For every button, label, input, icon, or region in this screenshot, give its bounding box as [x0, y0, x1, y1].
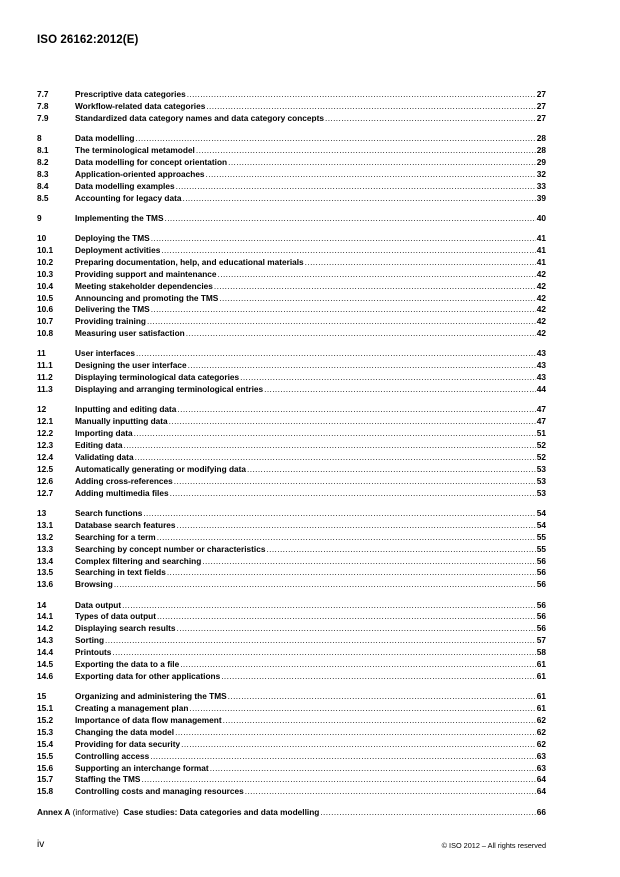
toc-entry-title: Designing the user interface	[75, 360, 187, 371]
toc-entry[interactable]	[37, 488, 546, 500]
toc-entry-page: 56	[536, 579, 546, 590]
toc-entry-title: Providing training	[75, 316, 146, 327]
toc-entry-number: 14.6	[37, 670, 54, 681]
dot-leader	[136, 348, 536, 360]
toc-entry-page: 47	[536, 416, 546, 427]
toc-entry[interactable]	[37, 763, 546, 775]
toc-entry-number: 15.2	[37, 714, 54, 725]
toc-entry-number: 13.1	[37, 519, 54, 530]
toc-entry[interactable]	[37, 233, 546, 245]
toc-entry[interactable]	[37, 600, 546, 612]
dot-leader	[123, 440, 535, 452]
toc-entry[interactable]	[37, 691, 546, 703]
document-header: ISO 26162:2012(E)	[37, 34, 139, 46]
toc-entry-title: Validating data	[75, 452, 134, 462]
toc-entry-number: 13.2	[37, 531, 54, 542]
toc-section-group	[37, 691, 546, 798]
toc-entry-title: Providing support and maintenance	[75, 268, 217, 279]
toc-entry-number: 14.4	[37, 647, 54, 658]
toc-entry[interactable]	[37, 113, 546, 125]
toc-entry-number: 8	[37, 133, 42, 144]
toc-entry-title: Adding cross-references	[75, 475, 173, 486]
toc-entry-title: Editing data	[75, 440, 123, 451]
toc-entry[interactable]	[37, 281, 546, 293]
toc-annex-page: 66	[536, 806, 546, 817]
toc-entry-title: Displaying search results	[75, 623, 176, 634]
toc-entry-number: 13.4	[37, 555, 54, 566]
toc-entry[interactable]	[37, 89, 546, 101]
toc-entry-number: 9	[37, 212, 42, 223]
toc-entry-page: 42	[536, 328, 546, 339]
toc-entry-title: Implementing the TMS	[75, 212, 164, 223]
toc-entry[interactable]	[37, 611, 546, 623]
dot-leader	[165, 213, 536, 225]
toc-entry-title: Application-oriented approaches	[75, 168, 205, 179]
toc-entry[interactable]	[37, 520, 546, 532]
toc-entry-title: Controlling costs and managing resources	[75, 786, 244, 797]
toc-entry-title: User interfaces	[75, 348, 135, 359]
toc-entry-page: 41	[536, 244, 546, 255]
toc-entry-number: 14.5	[37, 659, 54, 670]
toc-entry-page: 54	[536, 507, 546, 518]
dot-leader	[157, 532, 536, 544]
toc-entry-page: 42	[536, 316, 546, 327]
toc-entry[interactable]	[37, 659, 546, 671]
toc-entry[interactable]	[37, 739, 546, 751]
dot-leader	[240, 372, 536, 384]
toc-entry[interactable]	[37, 316, 546, 328]
toc-entry-number: 15.7	[37, 774, 54, 785]
toc-entry-page: 27	[536, 89, 546, 99]
toc-entry-page: 42	[536, 280, 546, 291]
dot-leader	[202, 556, 535, 568]
toc-section-group	[37, 348, 546, 396]
toc-entry-page: 55	[536, 543, 546, 554]
dot-leader	[210, 763, 536, 775]
toc-entry[interactable]	[37, 476, 546, 488]
toc-entry-page: 56	[536, 555, 546, 566]
toc-entry-number: 10.7	[37, 316, 54, 327]
dot-leader	[147, 316, 536, 328]
toc-entry-title: Displaying terminological data categories	[75, 372, 240, 383]
toc-annex-title	[37, 807, 319, 819]
dot-leader	[174, 476, 536, 488]
toc-entry-title: Delivering the TMS	[75, 304, 150, 315]
toc-entry[interactable]	[37, 774, 546, 786]
dot-leader	[218, 269, 536, 281]
page-number: iv	[37, 839, 45, 850]
toc-entry-number: 13.6	[37, 579, 54, 590]
dot-leader	[206, 169, 536, 181]
toc-entry[interactable]	[37, 452, 546, 464]
toc-entry-page: 27	[536, 112, 546, 123]
toc-entry-number: 12.7	[37, 487, 54, 498]
toc-entry-page: 63	[536, 762, 546, 773]
toc-entry[interactable]	[37, 257, 546, 269]
toc-entry[interactable]	[37, 169, 546, 181]
toc-entry-title: Staffing the TMS	[75, 774, 141, 785]
toc-entry-title: Inputting and editing data	[75, 404, 177, 415]
toc-entry-page: 40	[536, 212, 546, 223]
toc-entry-title: Controlling access	[75, 750, 150, 761]
toc-entry-page: 64	[536, 786, 546, 797]
toc-entry[interactable]	[37, 133, 546, 145]
toc-section-group	[37, 133, 546, 204]
toc-entry-title: Preparing documentation, help, and educational materials	[75, 256, 304, 267]
dot-leader	[180, 659, 536, 671]
toc-entry-title: Searching in text fields	[75, 567, 166, 578]
dot-leader	[186, 328, 536, 340]
dot-leader	[264, 384, 536, 396]
toc-entry[interactable]	[37, 157, 546, 169]
toc-entry-page: 51	[536, 428, 546, 439]
toc-entry-title: Data modelling for concept orientation	[75, 156, 228, 167]
dot-leader	[219, 293, 535, 305]
toc-entry-title: Providing for data security	[75, 738, 181, 749]
toc-entry-title: Deployment activities	[75, 244, 161, 255]
toc-entry[interactable]	[37, 304, 546, 316]
toc-entry[interactable]	[37, 360, 546, 372]
toc-entry[interactable]	[37, 786, 546, 798]
dot-leader	[177, 520, 536, 532]
toc-entry-page: 62	[536, 738, 546, 749]
toc-entry[interactable]	[37, 269, 546, 281]
toc-entry[interactable]	[37, 428, 546, 440]
toc-entry-number: 15.3	[37, 726, 54, 737]
dot-leader	[181, 739, 536, 751]
toc-entry-page: 56	[536, 599, 546, 610]
toc-entry-title: Importance of data flow management	[75, 714, 222, 725]
dot-leader	[187, 89, 536, 101]
dot-leader	[157, 611, 536, 623]
toc-entry[interactable]	[37, 635, 546, 647]
toc-entry-page: 41	[536, 256, 546, 267]
toc-entry-page: 56	[536, 611, 546, 622]
toc-entry[interactable]	[37, 181, 546, 193]
dot-leader	[320, 807, 535, 819]
toc-entry-title: Creating a management plan	[75, 703, 189, 714]
toc-entry-number: 12.4	[37, 452, 54, 462]
toc-section-group	[37, 89, 546, 125]
toc-entry-number: 11.3	[37, 384, 53, 395]
dot-leader	[122, 600, 536, 612]
toc-entry-number: 7.9	[37, 112, 49, 123]
dot-leader	[135, 133, 535, 145]
dot-leader	[135, 452, 536, 464]
dot-leader	[105, 635, 536, 647]
dot-leader	[134, 428, 536, 440]
toc-entry-number: 15.8	[37, 786, 54, 797]
toc-entry-number: 8.1	[37, 144, 49, 155]
toc-entry-page: 58	[536, 647, 546, 658]
toc-entry-number: 15.6	[37, 762, 54, 773]
toc-entry-number: 8.4	[37, 180, 49, 191]
dot-leader	[228, 157, 536, 169]
dot-leader	[151, 304, 536, 316]
toc-entry-number: 13.5	[37, 567, 54, 578]
toc-entry-page: 57	[536, 635, 546, 646]
toc-entry-title: Searching by concept number or characteristics	[75, 543, 266, 554]
toc-section-group	[37, 213, 546, 225]
toc-entry-number: 7.8	[37, 100, 49, 111]
toc-entry-title: Standardized data category names and data category concepts	[75, 112, 324, 123]
toc-entry-title: Displaying and arranging terminological entries	[75, 384, 264, 395]
toc-entry-title: Meeting stakeholder dependencies	[75, 280, 213, 291]
toc-entry-title: Data modelling examples	[75, 180, 175, 191]
dot-leader	[151, 233, 536, 245]
toc-entry-page: 62	[536, 714, 546, 725]
dot-leader	[196, 145, 536, 157]
toc-entry[interactable]	[37, 715, 546, 727]
toc-entry-number: 11	[37, 348, 46, 359]
toc-entry-number: 11.2	[37, 372, 53, 383]
toc-entry-page: 43	[536, 348, 546, 359]
toc-entry[interactable]	[37, 440, 546, 452]
toc-entry[interactable]	[37, 416, 546, 428]
toc-entry-page: 27	[536, 100, 546, 111]
toc-entry-number: 14	[37, 599, 47, 610]
toc-entry-title: Organizing and administering the TMS	[75, 691, 227, 702]
dot-leader	[214, 281, 536, 293]
toc-entry-title: Manually inputting data	[75, 416, 168, 427]
toc-entry-number: 15.1	[37, 703, 54, 714]
toc-entry-title: Types of data output	[75, 611, 156, 622]
toc-entry[interactable]	[37, 567, 546, 579]
toc-entry-number: 15.4	[37, 738, 54, 749]
toc-entry-title: Measuring user satisfaction	[75, 328, 185, 339]
toc-entry-number: 10.2	[37, 256, 54, 267]
toc-entry-title: The terminological metamodel	[75, 144, 195, 155]
toc-entry[interactable]	[37, 508, 546, 520]
annex-label: Annex A	[37, 806, 71, 817]
toc-entry-page: 61	[536, 659, 546, 670]
toc-entry-page: 52	[536, 440, 546, 451]
toc-entry-title: Workflow-related data categories	[75, 100, 206, 111]
toc-entry[interactable]	[37, 464, 546, 476]
dot-leader	[228, 691, 536, 703]
toc-entry-title: Data output	[75, 599, 122, 610]
toc-entry-title: Announcing and promoting the TMS	[75, 292, 219, 303]
toc-entry-page: 44	[536, 384, 546, 395]
dot-leader	[206, 101, 535, 113]
toc-entry-title: Browsing	[75, 579, 113, 590]
toc-entry[interactable]	[37, 101, 546, 113]
toc-entry-page: 63	[536, 750, 546, 761]
toc-entry-title: Complex filtering and searching	[75, 555, 202, 566]
toc-section-group	[37, 233, 546, 340]
dot-leader	[245, 786, 536, 798]
toc-entry-title: Exporting the data to a file	[75, 659, 180, 670]
toc-entry-number: 10.1	[37, 244, 54, 255]
dot-leader	[167, 567, 536, 579]
toc-entry[interactable]	[37, 328, 546, 340]
dot-leader	[177, 623, 536, 635]
toc-entry[interactable]	[37, 293, 546, 305]
table-of-contents	[37, 89, 546, 819]
toc-entry[interactable]	[37, 647, 546, 659]
toc-entry-page: 39	[536, 192, 546, 203]
toc-entry-page: 55	[536, 531, 546, 542]
dot-leader	[189, 703, 535, 715]
toc-entry-number: 12.5	[37, 463, 54, 474]
toc-entry-page: 29	[536, 156, 546, 167]
toc-entry[interactable]	[37, 751, 546, 763]
toc-entry-title: Searching for a term	[75, 531, 156, 542]
toc-entry-page: 43	[536, 372, 546, 383]
toc-entry-page: 33	[536, 180, 546, 191]
toc-entry[interactable]	[37, 145, 546, 157]
toc-entry-number: 14.2	[37, 623, 54, 634]
toc-entry[interactable]	[37, 556, 546, 568]
toc-entry-number: 10.3	[37, 268, 54, 279]
toc-entry-title: Data modelling	[75, 133, 135, 144]
toc-entry-title: Search functions	[75, 507, 143, 518]
toc-entry-page: 54	[536, 519, 546, 530]
toc-entry-page: 61	[536, 703, 546, 714]
dot-leader	[266, 544, 535, 556]
toc-entry-page: 42	[536, 268, 546, 279]
toc-entry-number: 10.8	[37, 328, 54, 339]
dot-leader	[170, 488, 536, 500]
toc-entry-number: 10	[37, 233, 47, 244]
toc-entry-number: 13	[37, 507, 47, 518]
toc-entry-page: 42	[536, 292, 546, 303]
dot-leader	[177, 404, 535, 416]
toc-entry[interactable]	[37, 544, 546, 556]
toc-entry[interactable]	[37, 372, 546, 384]
toc-entry-number: 10.6	[37, 304, 54, 315]
toc-entry-number: 8.5	[37, 192, 49, 203]
toc-entry[interactable]	[37, 384, 546, 396]
toc-entry-page: 61	[536, 670, 546, 681]
toc-section-group	[37, 508, 546, 591]
toc-entry[interactable]	[37, 348, 546, 360]
toc-entry-page: 62	[536, 726, 546, 737]
toc-entry-number: 8.2	[37, 156, 49, 167]
toc-entry[interactable]	[37, 245, 546, 257]
toc-entry-title: Deploying the TMS	[75, 233, 150, 244]
toc-entry-number: 10.4	[37, 280, 54, 291]
dot-leader	[183, 193, 536, 205]
toc-entry-number: 14.1	[37, 611, 54, 622]
dot-leader	[188, 360, 536, 372]
toc-entry[interactable]	[37, 193, 546, 205]
toc-entry-page: 28	[536, 133, 546, 144]
dot-leader	[305, 257, 536, 269]
dot-leader	[112, 647, 535, 659]
toc-entry-number: 10.5	[37, 292, 54, 303]
toc-entry-title: Prescriptive data categories	[75, 89, 186, 99]
dot-leader	[141, 774, 535, 786]
dot-leader	[247, 464, 536, 476]
toc-entry[interactable]	[37, 213, 546, 225]
dot-leader	[221, 671, 536, 683]
toc-entry-title: Sorting	[75, 635, 105, 646]
toc-entry-number: 15.5	[37, 750, 54, 761]
toc-entry[interactable]	[37, 703, 546, 715]
toc-entry-page: 52	[536, 452, 546, 462]
toc-entry[interactable]	[37, 404, 546, 416]
toc-entry[interactable]	[37, 579, 546, 591]
dot-leader	[161, 245, 535, 257]
annex-title: Case studies: Data categories and data modelling	[121, 806, 320, 817]
toc-entry-page: 56	[536, 623, 546, 634]
toc-entry-number: 11.1	[37, 360, 53, 371]
dot-leader	[223, 715, 536, 727]
toc-entry-page: 42	[536, 304, 546, 315]
toc-section-group	[37, 404, 546, 499]
toc-entry-page: 56	[536, 567, 546, 578]
dot-leader	[143, 508, 535, 520]
toc-entry-page: 32	[536, 168, 546, 179]
dot-leader	[176, 181, 536, 193]
toc-entry-number: 12.2	[37, 428, 54, 439]
toc-entry-page: 53	[536, 475, 546, 486]
toc-entry[interactable]	[37, 671, 546, 683]
toc-entry[interactable]	[37, 532, 546, 544]
toc-entry-title: Automatically generating or modifying data	[75, 463, 247, 474]
toc-annex-entry[interactable]	[37, 807, 546, 819]
toc-entry-number: 15	[37, 691, 47, 702]
dot-leader	[325, 113, 536, 125]
toc-entry-page: 47	[536, 404, 546, 415]
toc-entry-number: 13.3	[37, 543, 54, 554]
toc-entry-page: 53	[536, 463, 546, 474]
dot-leader	[150, 751, 536, 763]
toc-entry-title: Printouts	[75, 647, 112, 658]
toc-entry-title: Changing the data model	[75, 726, 175, 737]
toc-entry-title: Supporting an interchange format	[75, 762, 209, 773]
toc-entry-number: 12.6	[37, 475, 54, 486]
toc-entry[interactable]	[37, 727, 546, 739]
toc-entry-title: Database search features	[75, 519, 176, 530]
toc-entry-page: 41	[536, 233, 546, 244]
toc-entry-number: 14.3	[37, 635, 54, 646]
toc-entry[interactable]	[37, 623, 546, 635]
toc-entry-page: 61	[536, 691, 546, 702]
toc-entry-page: 53	[536, 487, 546, 498]
toc-entry-page: 64	[536, 774, 546, 785]
dot-leader	[175, 727, 536, 739]
toc-entry-number: 12	[37, 404, 47, 415]
toc-entry-page: 28	[536, 144, 546, 155]
toc-entry-number: 8.3	[37, 168, 49, 179]
toc-entry-title: Adding multimedia files	[75, 487, 169, 498]
dot-leader	[114, 579, 536, 591]
toc-entry-title: Accounting for legacy data	[75, 192, 182, 203]
annex-qualifier: (informative)	[70, 806, 122, 817]
toc-entry-title: Exporting data for other applications	[75, 670, 221, 681]
toc-entry-number: 12.3	[37, 440, 54, 451]
toc-entry-title: Importing data	[75, 428, 133, 439]
toc-section-group	[37, 600, 546, 683]
dot-leader	[169, 416, 536, 428]
toc-entry-number: 12.1	[37, 416, 54, 427]
toc-entry-number: 7.7	[37, 89, 49, 99]
toc-entry-page: 43	[536, 360, 546, 371]
copyright-notice: © ISO 2012 – All rights reserved	[441, 841, 546, 850]
